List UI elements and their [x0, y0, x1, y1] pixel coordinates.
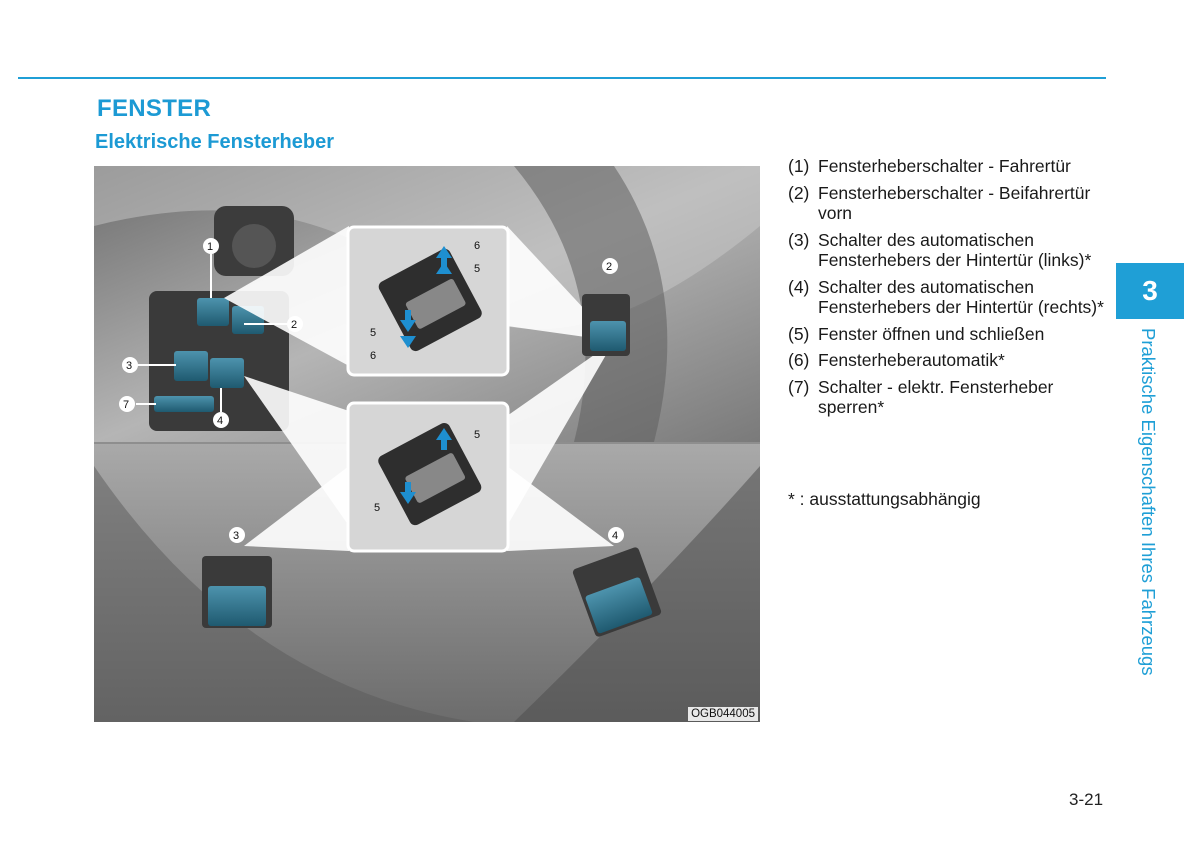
svg-text:5: 5 [474, 429, 481, 441]
switch-1 [197, 298, 229, 326]
legend-item: (2) Fensterheberschalter - Beifahrertür vorn [788, 182, 1091, 223]
legend-item: (5) Fenster öffnen und schließen [788, 323, 1045, 344]
switch-3 [174, 351, 208, 381]
svg-text:3: 3 [233, 530, 240, 542]
legend-item: (4) Schalter des automatischen Fensterhebers der Hintertür (rechts)* [788, 276, 1104, 317]
callout-1: 1 [207, 241, 214, 253]
legend-item: (3) Schalter des automatischen Fensterhebers der Hintertür (links)* [788, 229, 1092, 270]
switch-4 [210, 358, 244, 388]
chapter-tab: 3 [1116, 263, 1184, 319]
svg-text:2: 2 [606, 261, 613, 273]
legend-item: (6) Fensterheberautomatik* [788, 350, 1005, 370]
lock-switch [154, 396, 214, 412]
footnote: * : ausstattungsabhängig [788, 489, 981, 509]
svg-text:2: 2 [291, 319, 298, 331]
sub-title: Elektrische Fensterheber [95, 131, 334, 153]
page-number: 3-21 [1069, 790, 1104, 809]
chapter-side-label: Praktische Eigenschaften Ihres Fahrzeugs [1138, 328, 1159, 676]
section-title: FENSTER [97, 95, 212, 122]
top-rule [18, 77, 1106, 79]
svg-text:7: 7 [123, 399, 130, 411]
window-switch-illustration [94, 166, 760, 722]
legend-list [788, 156, 1118, 424]
svg-text:5: 5 [374, 502, 381, 514]
legend-item: (1) Fensterheberschalter - Fahrertür [788, 156, 1071, 176]
figure-code: OGB044005 [688, 707, 758, 721]
svg-text:5: 5 [474, 263, 481, 275]
svg-text:6: 6 [370, 350, 377, 362]
svg-text:6: 6 [474, 240, 481, 252]
svg-text:4: 4 [217, 415, 224, 427]
svg-text:3: 3 [126, 360, 133, 372]
svg-text:4: 4 [612, 530, 619, 542]
svg-text:5: 5 [370, 327, 377, 339]
legend-item: (7) Schalter - elektr. Fensterheber sperren* [788, 376, 1054, 417]
